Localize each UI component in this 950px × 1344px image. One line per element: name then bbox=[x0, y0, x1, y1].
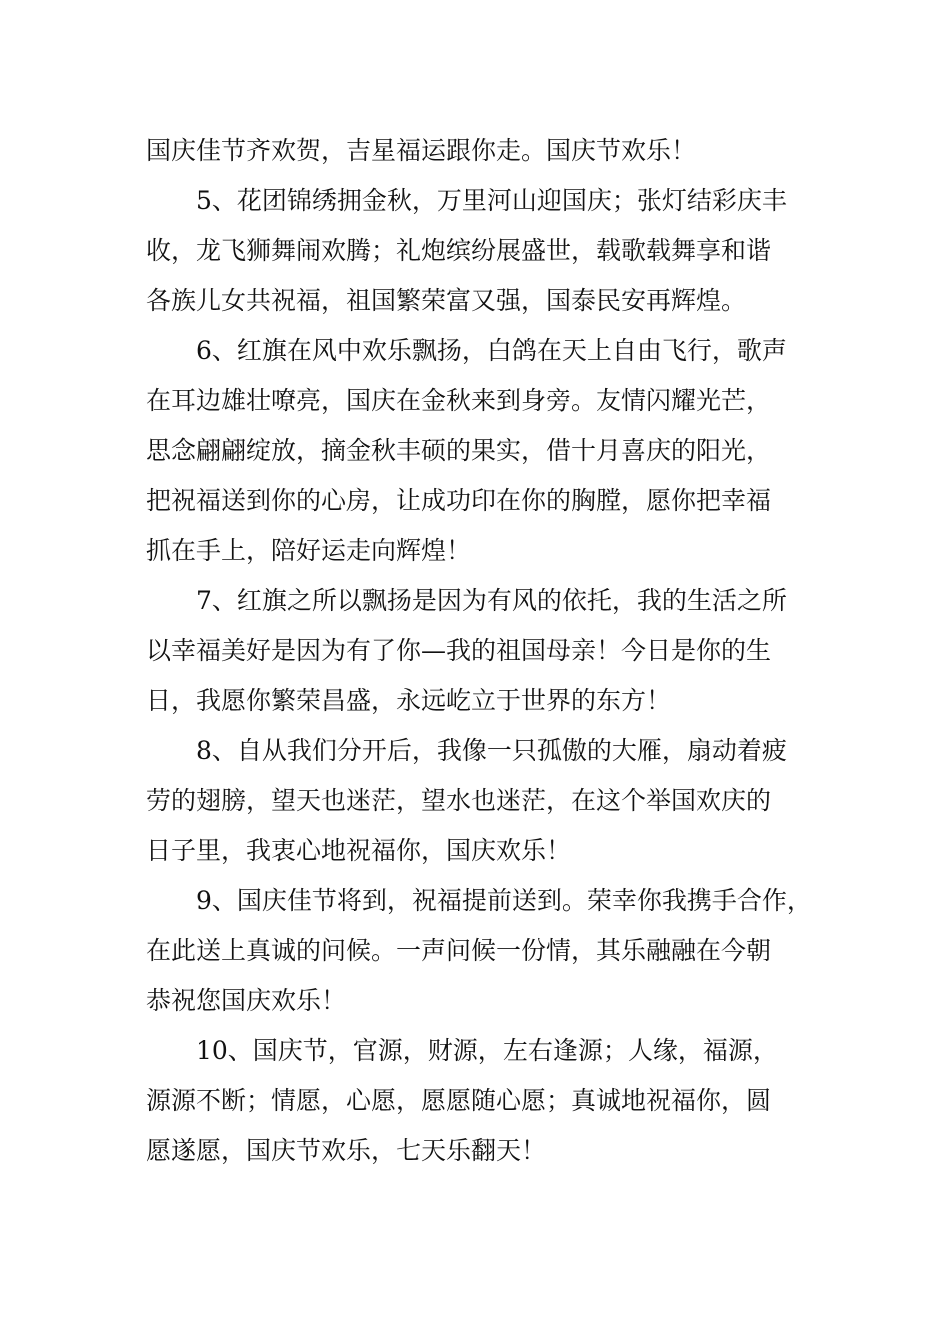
item-10-line-2: 源源不断；情愿，心愿，愿愿随心愿；真诚地祝福你，圆 bbox=[146, 1086, 772, 1115]
item-7-line-2: 以幸福美好是因为有了你—我的祖国母亲！今日是你的生 bbox=[146, 636, 772, 665]
item-8-line-3: 日子里，我衷心地祝福你，国庆欢乐！ bbox=[146, 836, 572, 865]
item-6-line-1: 6、红旗在风中欢乐飘扬，白鸽在天上自由飞行，歌声 bbox=[196, 336, 787, 365]
item-6-line-4: 把祝福送到你的心房，让成功印在你的胸膛，愿你把幸福 bbox=[146, 486, 772, 515]
item-7-line-3: 日，我愿你繁荣昌盛，永远屹立于世界的东方！ bbox=[146, 686, 672, 715]
item-8-line-2: 劳的翅膀，望天也迷茫，望水也迷茫，在这个举国欢庆的 bbox=[146, 786, 772, 815]
item-5-line-3: 各族儿女共祝福，祖国繁荣富又强，国泰民安再辉煌。 bbox=[146, 286, 747, 315]
item-8-line-1: 8、自从我们分开后，我像一只孤傲的大雁，扇动着疲 bbox=[196, 736, 787, 765]
text-line-1: 国庆佳节齐欢贺，吉星福运跟你走。国庆节欢乐！ bbox=[146, 136, 697, 165]
item-9-line-2: 在此送上真诚的问候。一声问候一份情，其乐融融在今朝 bbox=[146, 936, 772, 965]
item-10-line-3: 愿遂愿，国庆节欢乐，七天乐翻天！ bbox=[146, 1136, 547, 1165]
item-6-line-5: 抓在手上，陪好运走向辉煌！ bbox=[146, 536, 472, 565]
item-7-line-1: 7、红旗之所以飘扬是因为有风的依托，我的生活之所 bbox=[196, 586, 787, 615]
item-5-line-1: 5、花团锦绣拥金秋，万里河山迎国庆；张灯结彩庆丰 bbox=[196, 186, 787, 215]
item-9-line-1: 9、国庆佳节将到，祝福提前送到。荣幸你我携手合作， bbox=[196, 886, 812, 915]
item-6-line-2: 在耳边雄壮嘹亮，国庆在金秋来到身旁。友情闪耀光芒， bbox=[146, 386, 772, 415]
item-9-line-3: 恭祝您国庆欢乐！ bbox=[146, 986, 347, 1015]
item-10-line-1: 10、国庆节，官源，财源，左右逢源；人缘，福源， bbox=[196, 1036, 778, 1065]
item-5-line-2: 收，龙飞狮舞闹欢腾；礼炮缤纷展盛世，载歌载舞享和谐 bbox=[146, 236, 772, 265]
item-6-line-3: 思念翩翩绽放，摘金秋丰硕的果实，借十月喜庆的阳光， bbox=[146, 436, 772, 465]
